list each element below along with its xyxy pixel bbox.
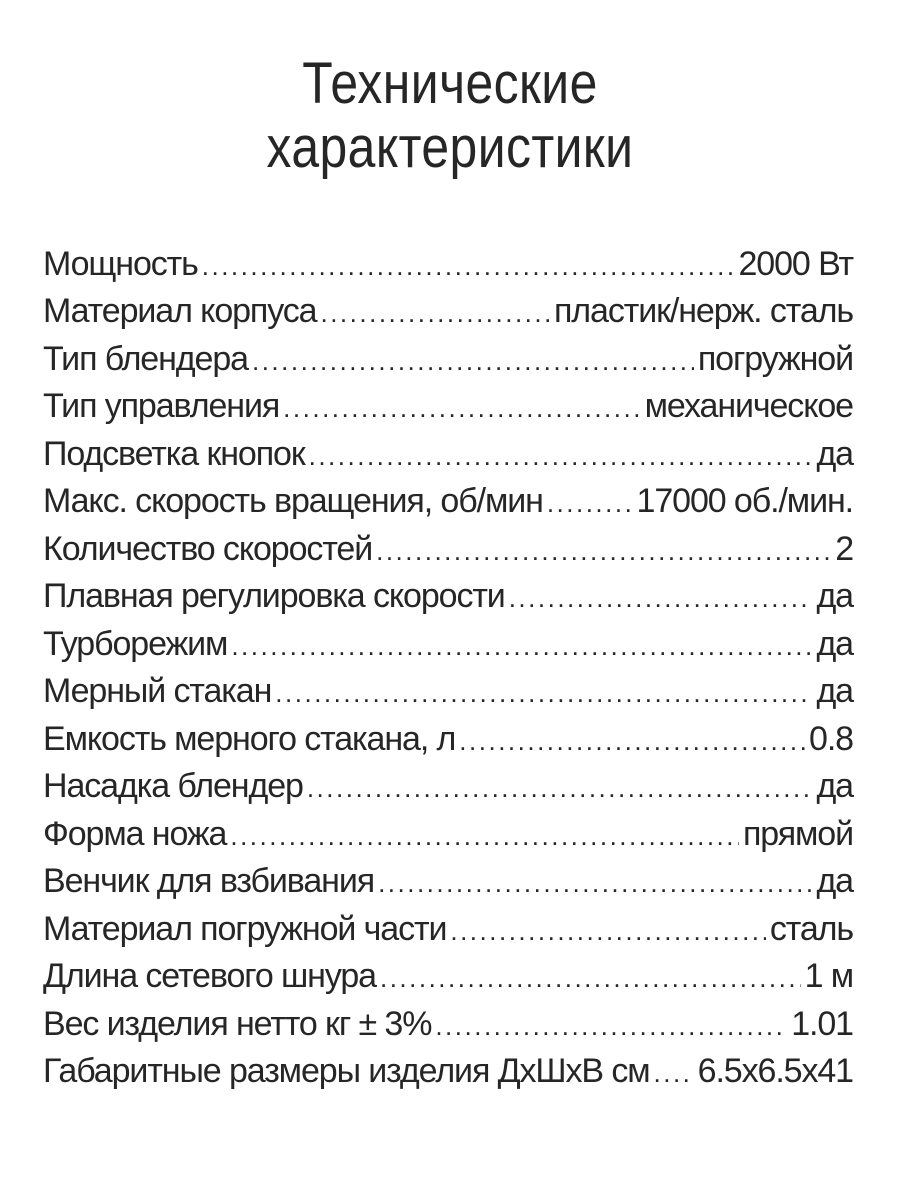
spec-value: 2: [835, 529, 853, 568]
dot-leader: [320, 291, 549, 331]
spec-value: да: [816, 434, 853, 473]
dot-leader: [380, 956, 801, 996]
spec-name: Материал погружной части: [43, 909, 447, 948]
spec-row: [43, 379, 853, 427]
dot-leader: [230, 814, 739, 854]
dot-leader: [307, 766, 813, 806]
spec-value: 1.01: [791, 1004, 853, 1043]
spec-value: да: [816, 577, 853, 615]
spec-name: Венчик для взбивания: [43, 862, 375, 900]
spec-row: [43, 759, 853, 807]
dot-leader: [459, 719, 805, 759]
spec-value: да: [816, 672, 853, 710]
spec-name: Макс. скорость вращения, об/мин: [43, 482, 543, 520]
spec-name: Тип блендера: [43, 339, 248, 378]
spec-row: [43, 236, 853, 284]
spec-row: [43, 806, 853, 854]
spec-name: Емкость мерного стакана, л: [43, 719, 456, 758]
spec-value: погружной: [697, 339, 853, 378]
spec-row: [43, 949, 853, 997]
spec-name: Габаритные размеры изделия ДхШхВ см: [43, 1052, 650, 1090]
dot-leader: [654, 1051, 694, 1091]
title-line-2: характеристики: [266, 115, 634, 180]
spec-row: [43, 569, 853, 617]
spec-name: Количество скоростей: [43, 529, 373, 568]
dot-leader: [283, 386, 640, 426]
spec-value: 1 м: [804, 957, 853, 995]
spec-row: [43, 901, 853, 949]
spec-name: Форма ножа: [43, 814, 227, 853]
spec-value: сталь: [769, 909, 853, 948]
spec-name: Турборежим: [43, 624, 228, 663]
spec-row: [43, 616, 853, 664]
dot-leader: [435, 1004, 787, 1044]
dot-leader: [252, 339, 694, 379]
spec-row: [43, 474, 853, 522]
dot-leader: [275, 671, 812, 711]
spec-value: да: [816, 862, 853, 900]
spec-row: [43, 426, 853, 474]
spec-value: 17000 об./мин.: [636, 482, 853, 520]
spec-value: пластик/нерж. сталь: [553, 292, 853, 330]
dot-leader: [231, 624, 812, 664]
spec-name: Плавная регулировка скорости: [43, 577, 505, 615]
spec-list: [43, 236, 853, 1091]
spec-row: [43, 996, 853, 1044]
spec-value: 2000 Вт: [738, 244, 853, 283]
dot-leader: [547, 481, 633, 521]
spec-row: [43, 854, 853, 902]
spec-name: Вес изделия нетто кг ± 3%: [43, 1004, 432, 1043]
spec-name: Длина сетевого шнура: [43, 957, 376, 995]
spec-row: [43, 331, 853, 379]
spec-name: Насадка блендер: [43, 767, 303, 805]
dot-leader: [509, 576, 813, 616]
spec-row: [43, 284, 853, 332]
spec-value: 6.5х6.5х41: [697, 1052, 853, 1090]
spec-value: прямой: [742, 814, 853, 853]
spec-name: Мерный стакан: [43, 672, 272, 710]
dot-leader: [202, 244, 735, 284]
spec-row: [43, 521, 853, 569]
spec-value: да: [816, 767, 853, 805]
spec-value: механическое: [644, 387, 853, 425]
spec-name: Тип управления: [43, 387, 280, 425]
spec-name: Материал корпуса: [43, 292, 317, 330]
dot-leader: [378, 861, 812, 901]
spec-name: Подсветка кнопок: [43, 434, 305, 473]
dot-leader: [450, 909, 765, 949]
title-line-1: Технические: [302, 51, 598, 116]
spec-row: [43, 1044, 853, 1092]
spec-value: да: [816, 624, 853, 663]
page-title: [0, 52, 900, 180]
dot-leader: [376, 529, 831, 569]
spec-value: 0.8: [809, 719, 853, 758]
dot-leader: [309, 434, 813, 474]
spec-row: [43, 711, 853, 759]
spec-name: Мощность: [43, 244, 198, 283]
spec-row: [43, 664, 853, 712]
